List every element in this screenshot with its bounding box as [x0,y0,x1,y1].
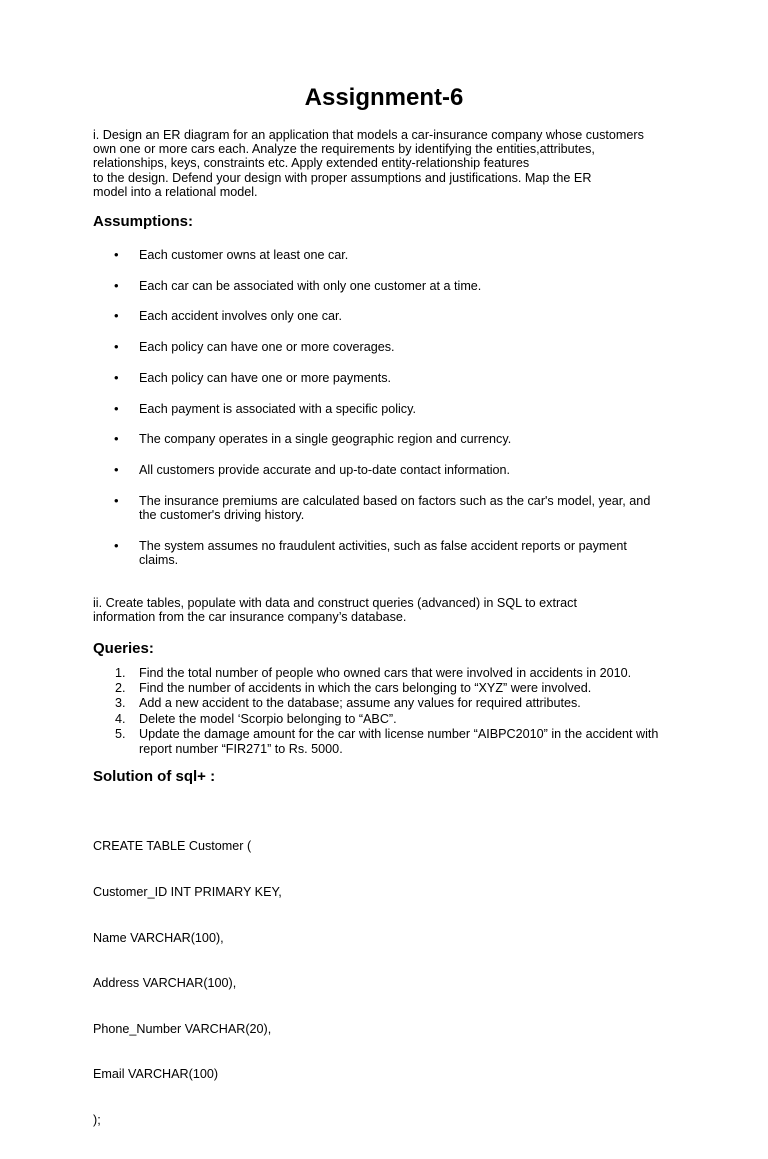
list-item: • Each customer owns at least one car. [93,248,668,262]
solution-heading: Solution of sql+ : [93,768,216,785]
list-item: • Each policy can have one or more coverages. [93,340,668,354]
query-text: Find the total number of people who owned cars that were involved in accidents in 2010. [139,666,632,680]
query-item [93,727,668,757]
query-text: Update the damage amount for the car with license number “AIBPC2010” in the accident with report number “FIR271” to Rs. 5000. [139,726,659,757]
queries-list [93,666,668,757]
assumptions-list [93,248,668,583]
query-number: 3. [115,696,126,711]
intro-line: relationships, keys, constraints etc. Apply extended entity-relationship features [93,156,530,171]
query-number: 2. [115,681,126,696]
part2-line: ii. Create tables, populate with data and construct queries (advanced) in SQL to extract [93,596,577,610]
query-item [93,681,668,696]
intro-line: i. Design an ER diagram for an application that models a car-insurance company whose customers [93,128,644,142]
query-text: Delete the model ‘Scorpio belonging to “ABC”. [139,711,397,726]
query-number: 4. [115,711,126,726]
code-line: Address VARCHAR(100), [93,976,237,991]
part2-paragraph [93,596,668,624]
assumptions-heading: Assumptions: [93,213,194,230]
query-item [93,696,668,711]
sql-code-block [93,809,282,1159]
query-number: 5. [115,726,126,741]
list-item: • All customers provide accurate and up-to-date contact information. [93,463,668,477]
list-item: • Each car can be associated with only one customer at a time. [93,279,668,293]
query-text: Find the number of accidents in which the cars belonging to “XYZ” were involved. [139,681,592,696]
code-line: Name VARCHAR(100), [93,930,224,945]
intro-paragraph [93,128,668,199]
code-line: Email VARCHAR(100) [93,1067,219,1082]
query-item [93,666,668,681]
intro-line: own one or more cars each. Analyze the requirements by identifying the entities,attributes, [93,142,595,157]
list-item: • The company operates in a single geographic region and currency. [93,432,668,446]
list-item: • Each accident involves only one car. [93,309,668,323]
list-item: • The insurance premiums are calculated based on factors such as the car's model, year, and the customer's driving history. [93,494,668,522]
part2-line: information from the car insurance company’s database. [93,610,407,625]
query-item [93,712,668,727]
intro-line: to the design. Defend your design with proper assumptions and justifications. Map the ER [93,170,592,185]
code-line: CREATE TABLE Customer ( [93,839,252,854]
list-item: • Each policy can have one or more payments. [93,371,668,385]
list-item: • The system assumes no fraudulent activities, such as false accident reports or payment claims. [93,539,668,567]
code-line: Customer_ID INT PRIMARY KEY, [93,885,282,900]
query-text: Add a new accident to the database; assume any values for required attributes. [139,696,581,711]
code-line: Phone_Number VARCHAR(20), [93,1021,272,1036]
code-line: ); [93,1113,101,1128]
queries-heading: Queries: [93,640,154,657]
query-number: 1. [115,666,126,680]
intro-line: model into a relational model. [93,184,258,199]
list-item: • Each payment is associated with a specific policy. [93,402,668,416]
page-title: Assignment-6 [304,84,464,111]
